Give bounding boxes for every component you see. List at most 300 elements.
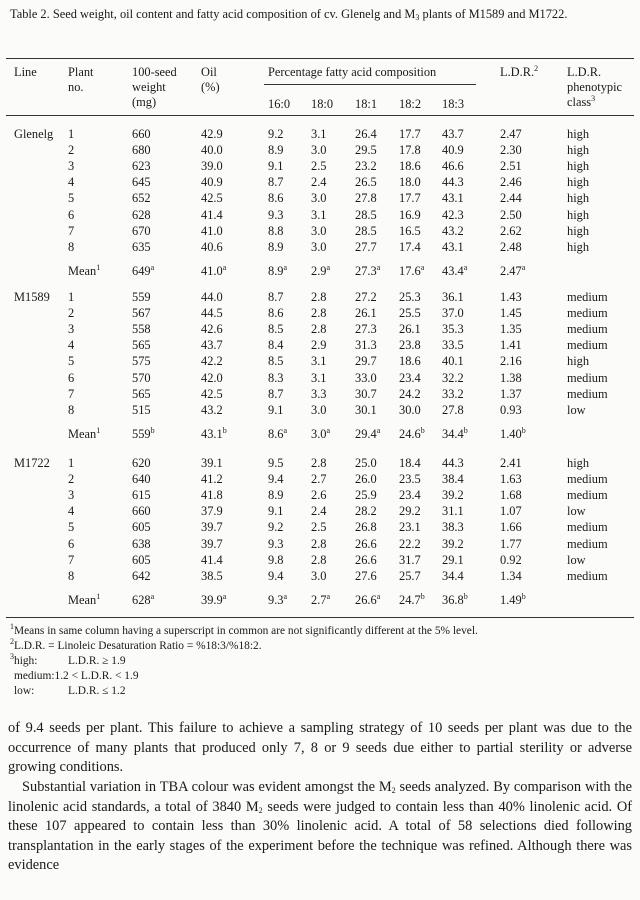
cell-fa-18-0: 3.0 [311, 191, 327, 206]
cell-fa-18-3: 35.3 [442, 322, 464, 337]
cell-fa-18-0: 3.1 [311, 207, 327, 222]
header-oil: Oil [201, 65, 217, 79]
cell-fa-18-2: 26.1 [399, 322, 421, 337]
cell-plant-no: 4 [68, 338, 75, 353]
cell-plant-no: 7 [68, 552, 75, 567]
cell-ldr: 1.63 [500, 472, 522, 487]
cell-fa-18-3: 44.3 [442, 175, 464, 190]
cell-fa-18-2: 23.4 [399, 488, 421, 503]
header-fa-1: 18:0 [311, 97, 334, 111]
cell-fa-18-1: 29.7 [355, 354, 377, 369]
cell-fa-18-0: 2.6 [311, 488, 327, 503]
mean-fa-18-3: 34.4$^b$ [442, 425, 468, 441]
mean-fa-18-3: 36.8$^b$ [442, 591, 468, 607]
cell-oil: 41.8 [201, 488, 223, 503]
cell-fa-18-2: 17.4 [399, 239, 421, 254]
cell-fa-18-1: 27.6 [355, 568, 377, 583]
cell-phenotype-class: medium [567, 338, 608, 353]
cell-fa-18-1: 26.6 [355, 552, 377, 567]
cell-fa-16-0: 9.1 [268, 402, 284, 417]
cell-oil: 43.2 [201, 402, 223, 417]
cell-phenotype-class: low [567, 402, 586, 417]
line-name: Glenelg [14, 127, 54, 141]
cell-ldr: 2.16 [500, 354, 522, 369]
cell-fa-18-3: 38.3 [442, 520, 464, 535]
cell-ldr: 1.41 [500, 338, 522, 353]
cell-plant-no: 5 [68, 354, 75, 369]
cell-fa-18-3: 33.5 [442, 338, 464, 353]
caption-subscript: 3 [415, 13, 420, 22]
cell-ldr: 2.30 [500, 143, 522, 158]
header-fa-0: 16:0 [268, 97, 291, 111]
cell-fa-18-2: 23.1 [399, 520, 421, 535]
cell-phenotype-class: medium [567, 386, 608, 401]
cell-seed-weight: 559 [132, 290, 151, 304]
cell-fa-18-1: 29.5 [355, 143, 377, 158]
cell-fa-18-2: 23.4 [399, 370, 421, 385]
cell-fa-18-3: 36.1 [442, 290, 464, 304]
cell-ldr: 1.66 [500, 520, 522, 535]
cell-phenotype-class: high [567, 354, 590, 369]
cell-fa-18-2: 16.5 [399, 223, 421, 238]
cell-fa-18-0: 2.8 [311, 536, 327, 551]
header-bottom-rule [6, 115, 634, 116]
cell-fa-18-3: 42.3 [442, 207, 464, 222]
cell-fa-18-2: 18.6 [399, 159, 421, 174]
mean-fa-18-2: 24.7$^b$ [399, 591, 425, 607]
header-class: L.D.R. [567, 65, 602, 79]
table-top-rule [6, 58, 634, 59]
cell-fa-18-3: 40.1 [442, 354, 464, 369]
cell-fa-18-0: 3.0 [311, 143, 327, 158]
cell-fa-16-0: 8.5 [268, 322, 284, 337]
cell-plant-no: 4 [68, 504, 75, 519]
cell-fa-18-0: 2.4 [311, 504, 327, 519]
cell-seed-weight: 620 [132, 456, 151, 470]
cell-fa-16-0: 8.6 [268, 191, 284, 206]
cell-fa-18-2: 17.7 [399, 191, 421, 206]
cell-seed-weight: 635 [132, 239, 151, 254]
cell-fa-18-3: 34.4 [442, 568, 464, 583]
cell-plant-no: 8 [68, 402, 75, 417]
cell-ldr: 2.48 [500, 239, 522, 254]
mean-fa-18-0: 2.7$^a$ [311, 591, 331, 607]
cell-fa-18-3: 38.4 [442, 472, 464, 487]
cell-fa-18-0: 2.8 [311, 552, 327, 567]
footnote-3-high: $^3$high: L.D.R. ≥ 1.9 [10, 652, 126, 667]
cell-phenotype-class: medium [567, 472, 608, 487]
cell-oil: 42.9 [201, 127, 223, 141]
cell-phenotype-class: medium [567, 306, 608, 321]
cell-fa-16-0: 8.8 [268, 223, 284, 238]
cell-phenotype-class: medium [567, 488, 608, 503]
cell-fa-18-1: 27.8 [355, 191, 377, 206]
body-paragraph-1: of 9.4 seeds per plant. This failure to achieve a sampling strategy of 10 seeds per plant was due to the occurrence of many plants that produced only 7, 8 or 9 seeds due either to partial sterility or adverse growing conditions. [8, 720, 632, 776]
cell-phenotype-class: high [567, 175, 590, 190]
mean-ldr: 2.47$^a$ [500, 262, 526, 278]
cell-fa-18-3: 32.2 [442, 370, 464, 385]
cell-plant-no: 2 [68, 143, 75, 158]
mean-oil: 41.0$^a$ [201, 262, 227, 278]
cell-fa-18-1: 26.4 [355, 127, 377, 141]
cell-oil: 39.7 [201, 520, 223, 535]
cell-seed-weight: 605 [132, 552, 151, 567]
cell-ldr: 1.37 [500, 386, 522, 401]
cell-phenotype-class: high [567, 456, 590, 470]
cell-fa-18-1: 28.2 [355, 504, 377, 519]
mean-seed-weight: 649$^a$ [132, 262, 155, 278]
cell-ldr: 0.92 [500, 552, 522, 567]
cell-seed-weight: 638 [132, 536, 151, 551]
mean-label: Mean$^1$ [68, 262, 101, 278]
header-line: Line [14, 65, 37, 79]
table-bottom-rule [6, 617, 634, 618]
cell-fa-18-3: 43.1 [442, 239, 464, 254]
cell-fa-18-1: 25.9 [355, 488, 377, 503]
header-fa-4: 18:3 [442, 97, 465, 111]
cell-fa-18-0: 3.3 [311, 386, 327, 401]
cell-fa-16-0: 9.4 [268, 472, 284, 487]
cell-fa-16-0: 9.8 [268, 552, 284, 567]
cell-fa-18-1: 33.0 [355, 370, 377, 385]
cell-phenotype-class: medium [567, 370, 608, 385]
cell-ldr: 2.50 [500, 207, 522, 222]
cell-phenotype-class: low [567, 552, 586, 567]
header-ldr: L.D.R.$^2$ [500, 64, 539, 79]
cell-fa-18-3: 44.3 [442, 456, 464, 470]
cell-ldr: 1.35 [500, 322, 522, 337]
cell-fa-18-0: 3.0 [311, 568, 327, 583]
cell-oil: 39.1 [201, 456, 223, 470]
cell-plant-no: 4 [68, 175, 75, 190]
cell-plant-no: 2 [68, 306, 75, 321]
cell-fa-18-0: 2.5 [311, 159, 327, 174]
cell-fa-18-3: 46.6 [442, 159, 464, 174]
cell-fa-18-0: 3.0 [311, 402, 327, 417]
cell-fa-18-1: 25.0 [355, 456, 377, 470]
cell-oil: 42.5 [201, 191, 223, 206]
cell-oil: 38.5 [201, 568, 223, 583]
cell-seed-weight: 565 [132, 386, 151, 401]
cell-oil: 41.2 [201, 472, 223, 487]
mean-fa-18-1: 26.6$^a$ [355, 591, 381, 607]
cell-fa-18-2: 16.9 [399, 207, 421, 222]
cell-fa-18-2: 18.6 [399, 354, 421, 369]
mean-fa-18-0: 2.9$^a$ [311, 262, 331, 278]
cell-fa-16-0: 8.7 [268, 290, 284, 304]
cell-phenotype-class: medium [567, 520, 608, 535]
cell-oil: 42.0 [201, 370, 223, 385]
cell-phenotype-class: medium [567, 322, 608, 337]
cell-fa-18-3: 43.7 [442, 127, 464, 141]
cell-phenotype-class: high [567, 223, 590, 238]
cell-fa-18-2: 23.8 [399, 338, 421, 353]
cell-fa-18-2: 25.3 [399, 290, 421, 304]
cell-fa-16-0: 8.9 [268, 488, 284, 503]
cell-seed-weight: 515 [132, 402, 151, 417]
cell-fa-18-1: 27.3 [355, 322, 377, 337]
cell-fa-18-1: 27.2 [355, 290, 377, 304]
cell-fa-18-1: 31.3 [355, 338, 377, 353]
cell-fa-18-0: 2.8 [311, 306, 327, 321]
cell-oil: 39.7 [201, 536, 223, 551]
cell-seed-weight: 670 [132, 223, 151, 238]
cell-oil: 40.0 [201, 143, 223, 158]
cell-ldr: 2.51 [500, 159, 522, 174]
cell-oil: 40.9 [201, 175, 223, 190]
header-plant: Plant [68, 65, 94, 79]
cell-fa-18-0: 3.0 [311, 223, 327, 238]
mean-seed-weight: 559$^b$ [132, 425, 155, 441]
cell-fa-18-1: 30.1 [355, 402, 377, 417]
cell-ldr: 2.47 [500, 127, 522, 141]
cell-fa-18-0: 2.5 [311, 520, 327, 535]
header-oil-unit: (%) [201, 80, 220, 94]
cell-plant-no: 7 [68, 223, 75, 238]
cell-seed-weight: 575 [132, 354, 151, 369]
cell-plant-no: 6 [68, 370, 75, 385]
cell-fa-18-0: 2.7 [311, 472, 327, 487]
mean-ldr: 1.40$^b$ [500, 425, 526, 441]
header-class-3: class$^3$ [567, 94, 596, 109]
cell-fa-16-0: 8.9 [268, 239, 284, 254]
footnote-1: $^1$Means in same column having a superscript in common are not significantly different at the 5% level. [10, 622, 478, 637]
cell-fa-16-0: 8.5 [268, 354, 284, 369]
header-seed-weight: 100-seed [132, 65, 177, 79]
cell-fa-18-1: 26.6 [355, 536, 377, 551]
cell-fa-16-0: 8.4 [268, 338, 284, 353]
fatty-acid-rule [264, 84, 476, 85]
cell-fa-18-3: 43.1 [442, 191, 464, 206]
header-seed-weight-2: weight [132, 80, 166, 94]
cell-phenotype-class: high [567, 239, 590, 254]
cell-plant-no: 2 [68, 472, 75, 487]
cell-fa-18-1: 26.0 [355, 472, 377, 487]
cell-ldr: 0.93 [500, 402, 522, 417]
cell-fa-18-2: 31.7 [399, 552, 421, 567]
header-plant-no: no. [68, 80, 84, 94]
cell-fa-18-0: 2.8 [311, 290, 327, 304]
cell-fa-18-0: 3.1 [311, 127, 327, 141]
cell-phenotype-class: high [567, 127, 590, 141]
cell-fa-18-3: 43.2 [442, 223, 464, 238]
cell-ldr: 2.62 [500, 223, 522, 238]
cell-seed-weight: 605 [132, 520, 151, 535]
caption-text-end: plants of M1589 and M1722. [419, 7, 568, 21]
cell-phenotype-class: high [567, 143, 590, 158]
cell-ldr: 1.43 [500, 290, 522, 304]
cell-seed-weight: 567 [132, 306, 151, 321]
cell-plant-no: 5 [68, 191, 75, 206]
cell-plant-no: 7 [68, 386, 75, 401]
cell-fa-18-1: 26.8 [355, 520, 377, 535]
cell-oil: 44.0 [201, 290, 223, 304]
cell-fa-18-2: 18.4 [399, 456, 421, 470]
cell-oil: 42.5 [201, 386, 223, 401]
cell-fa-18-0: 2.4 [311, 175, 327, 190]
cell-fa-18-2: 25.7 [399, 568, 421, 583]
header-fatty-acid: Percentage fatty acid composition [268, 65, 437, 79]
cell-fa-18-2: 25.5 [399, 306, 421, 321]
footnote-2: $^2$L.D.R. = Linoleic Desaturation Ratio = %18:3/%18:2. [10, 637, 262, 652]
cell-fa-16-0: 8.9 [268, 143, 284, 158]
cell-oil: 44.5 [201, 306, 223, 321]
cell-fa-18-0: 2.8 [311, 456, 327, 470]
cell-plant-no: 5 [68, 520, 75, 535]
cell-fa-18-1: 26.1 [355, 306, 377, 321]
header-fa-2: 18:1 [355, 97, 378, 111]
table-caption [10, 6, 630, 22]
cell-plant-no: 3 [68, 488, 75, 503]
cell-seed-weight: 660 [132, 127, 151, 141]
cell-ldr: 1.38 [500, 370, 522, 385]
cell-oil: 41.4 [201, 552, 223, 567]
cell-phenotype-class: high [567, 207, 590, 222]
mean-fa-16-0: 8.6$^a$ [268, 425, 288, 441]
cell-fa-18-2: 17.7 [399, 127, 421, 141]
footnote-3-low: low: L.D.R. ≤ 1.2 [14, 685, 126, 697]
header-fa-3: 18:2 [399, 97, 422, 111]
cell-plant-no: 3 [68, 159, 75, 174]
cell-fa-16-0: 9.3 [268, 207, 284, 222]
cell-fa-16-0: 9.2 [268, 127, 284, 141]
cell-fa-16-0: 8.6 [268, 306, 284, 321]
cell-fa-18-0: 3.1 [311, 370, 327, 385]
cell-fa-16-0: 8.7 [268, 175, 284, 190]
cell-fa-16-0: 9.3 [268, 536, 284, 551]
header-class-2: phenotypic [567, 80, 623, 94]
cell-oil: 42.2 [201, 354, 223, 369]
mean-fa-18-0: 3.0$^a$ [311, 425, 331, 441]
cell-fa-16-0: 9.4 [268, 568, 284, 583]
mean-fa-18-2: 24.6$^b$ [399, 425, 425, 441]
cell-fa-18-0: 3.1 [311, 354, 327, 369]
table-label: Table 2. [10, 7, 50, 21]
cell-seed-weight: 660 [132, 504, 151, 519]
cell-oil: 41.0 [201, 223, 223, 238]
cell-seed-weight: 642 [132, 568, 151, 583]
cell-oil: 40.6 [201, 239, 223, 254]
cell-fa-18-1: 28.5 [355, 207, 377, 222]
mean-fa-18-1: 29.4$^a$ [355, 425, 381, 441]
cell-plant-no: 6 [68, 207, 75, 222]
cell-oil: 41.4 [201, 207, 223, 222]
caption-text: Seed weight, oil content and fatty acid composition of cv. Glenelg and M [52, 7, 416, 21]
cell-fa-18-1: 30.7 [355, 386, 377, 401]
footnote-3-medium: medium:1.2 < L.D.R. < 1.9 [14, 670, 139, 682]
mean-fa-18-2: 17.6$^a$ [399, 262, 425, 278]
cell-fa-18-3: 27.8 [442, 402, 464, 417]
cell-plant-no: 3 [68, 322, 75, 337]
cell-fa-18-2: 18.0 [399, 175, 421, 190]
cell-seed-weight: 623 [132, 159, 151, 174]
cell-fa-18-0: 2.9 [311, 338, 327, 353]
cell-fa-18-2: 30.0 [399, 402, 421, 417]
cell-phenotype-class: medium [567, 290, 608, 304]
cell-fa-18-2: 17.8 [399, 143, 421, 158]
cell-seed-weight: 615 [132, 488, 151, 503]
cell-seed-weight: 640 [132, 472, 151, 487]
cell-fa-16-0: 8.3 [268, 370, 284, 385]
cell-oil: 37.9 [201, 504, 223, 519]
cell-plant-no: 1 [68, 290, 75, 304]
cell-oil: 43.7 [201, 338, 223, 353]
cell-phenotype-class: medium [567, 536, 608, 551]
cell-oil: 39.0 [201, 159, 223, 174]
line-name: M1722 [14, 456, 50, 470]
cell-fa-18-3: 37.0 [442, 306, 464, 321]
cell-phenotype-class: medium [567, 568, 608, 583]
cell-fa-16-0: 9.1 [268, 504, 284, 519]
cell-fa-18-0: 2.8 [311, 322, 327, 337]
cell-ldr: 1.45 [500, 306, 522, 321]
cell-seed-weight: 628 [132, 207, 151, 222]
cell-fa-16-0: 9.5 [268, 456, 284, 470]
cell-fa-18-3: 40.9 [442, 143, 464, 158]
mean-oil: 43.1$^b$ [201, 425, 227, 441]
cell-fa-16-0: 8.7 [268, 386, 284, 401]
cell-fa-18-1: 26.5 [355, 175, 377, 190]
cell-seed-weight: 565 [132, 338, 151, 353]
cell-phenotype-class: high [567, 159, 590, 174]
cell-ldr: 2.46 [500, 175, 522, 190]
cell-ldr: 1.07 [500, 504, 522, 519]
cell-ldr: 2.44 [500, 191, 522, 206]
cell-fa-18-3: 39.2 [442, 536, 464, 551]
cell-fa-18-2: 22.2 [399, 536, 421, 551]
mean-fa-18-3: 43.4$^a$ [442, 262, 468, 278]
cell-fa-18-3: 39.2 [442, 488, 464, 503]
mean-ldr: 1.49$^b$ [500, 591, 526, 607]
cell-fa-18-1: 23.2 [355, 159, 377, 174]
mean-fa-18-1: 27.3$^a$ [355, 262, 381, 278]
cell-seed-weight: 558 [132, 322, 151, 337]
cell-fa-16-0: 9.1 [268, 159, 284, 174]
cell-plant-no: 6 [68, 536, 75, 551]
cell-ldr: 2.41 [500, 456, 522, 470]
mean-fa-16-0: 9.3$^a$ [268, 591, 288, 607]
cell-fa-18-3: 29.1 [442, 552, 464, 567]
cell-plant-no: 8 [68, 568, 75, 583]
mean-seed-weight: 628$^a$ [132, 591, 155, 607]
mean-oil: 39.9$^a$ [201, 591, 227, 607]
mean-fa-16-0: 8.9$^a$ [268, 262, 288, 278]
cell-oil: 42.6 [201, 322, 223, 337]
cell-ldr: 1.68 [500, 488, 522, 503]
mean-label: Mean$^1$ [68, 591, 101, 607]
cell-fa-18-0: 3.0 [311, 239, 327, 254]
cell-seed-weight: 570 [132, 370, 151, 385]
cell-phenotype-class: high [567, 191, 590, 206]
mean-label: Mean$^1$ [68, 425, 101, 441]
cell-fa-18-2: 23.5 [399, 472, 421, 487]
cell-plant-no: 1 [68, 456, 75, 470]
cell-fa-16-0: 9.2 [268, 520, 284, 535]
cell-fa-18-1: 28.5 [355, 223, 377, 238]
cell-fa-18-1: 27.7 [355, 239, 377, 254]
cell-seed-weight: 645 [132, 175, 151, 190]
cell-ldr: 1.77 [500, 536, 522, 551]
cell-seed-weight: 680 [132, 143, 151, 158]
cell-fa-18-2: 24.2 [399, 386, 421, 401]
cell-fa-18-2: 29.2 [399, 504, 421, 519]
body-paragraph-2: Substantial variation in TBA colour was evident amongst the $M_2$ seeds analyzed. By comparison with the linolenic acid standards, a total of 3840 $M_2$ seeds were judged to contain less than 40% linolenic acid. Of these 107 appeared to contain less than 30% linolenic acid. A total of 58 selections died following transplantation in the early stages of the experiment before the technique was refined. Although there was evidence [8, 779, 633, 874]
line-name: M1589 [14, 290, 50, 304]
cell-ldr: 1.34 [500, 568, 522, 583]
cell-plant-no: 8 [68, 239, 75, 254]
cell-plant-no: 1 [68, 127, 75, 141]
cell-fa-18-3: 31.1 [442, 504, 464, 519]
